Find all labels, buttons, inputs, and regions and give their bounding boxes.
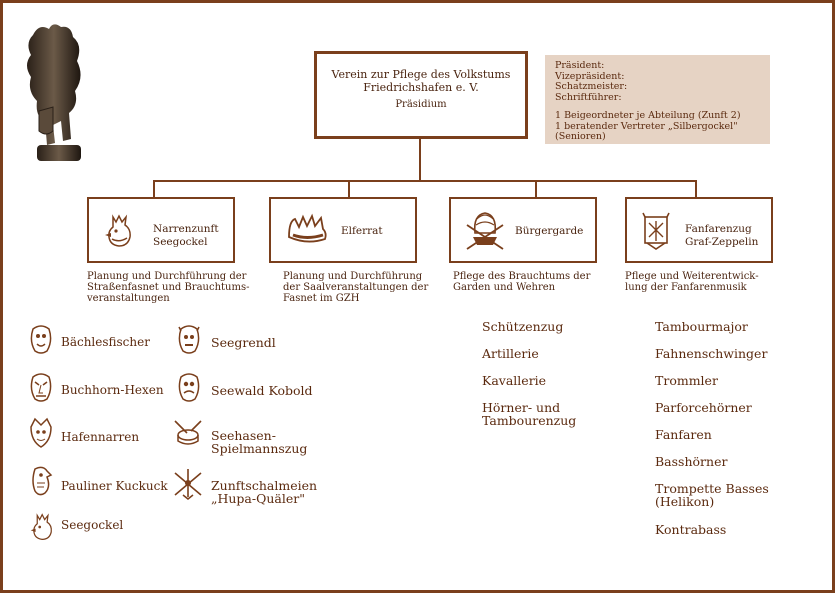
desc-line: Fasnet im GZH [283, 293, 360, 304]
dept-narrenzunft-label-2: Seegockel [153, 236, 208, 248]
desc-narrenzunft [87, 271, 250, 304]
connector-trunk [419, 139, 421, 181]
fanfaren-item [655, 523, 726, 536]
role-assessors: 1 Beigeordneter je Abteilung (Zunft 2) [555, 110, 741, 121]
garde-item [482, 401, 576, 427]
garde-item [482, 374, 546, 387]
zunft-hafennarren: Hafennarren [61, 430, 140, 444]
drum-icon [171, 417, 205, 447]
connector-drop-4 [695, 180, 697, 198]
cuckoo-mask-icon [29, 465, 53, 497]
fanfaren-item [655, 455, 727, 468]
garde-item [482, 347, 539, 360]
rooster-icon [103, 213, 137, 249]
role-secretary: Schriftführer: [555, 91, 622, 103]
mask-icon [29, 323, 53, 355]
fanfaren-item [655, 401, 752, 414]
desc-line: der Saalveranstaltungen der [283, 282, 429, 293]
connector-drop-2 [348, 180, 350, 198]
seegrendl-mask-icon [177, 323, 201, 355]
jester-mask-icon [29, 417, 53, 449]
praesidium-label: Präsidium [395, 99, 447, 110]
fanfaren-item [655, 428, 712, 441]
witch-mask-icon [29, 371, 53, 403]
kobold-mask-icon [177, 371, 201, 403]
garde-label: Schützenzug [482, 319, 564, 334]
banner-icon [639, 211, 673, 251]
dept-buergergarde [449, 197, 597, 263]
role-vice-president: Vizepräsident: [555, 70, 625, 82]
praesidium-box [314, 51, 528, 139]
zunft-seewald-kobold [211, 384, 313, 397]
connector-drop-1 [153, 180, 155, 198]
zunft-seehasen-label-1: Seehasen- [211, 428, 276, 443]
desc-line: Straßenfasnet und Brauchtums- [87, 282, 250, 293]
desc-fanfarenzug [625, 271, 759, 293]
zunft-seehasen-label-2: Spielmannszug [211, 441, 308, 456]
fanfaren-label: Trommler [655, 373, 718, 388]
dept-fanfarenzug [625, 197, 773, 263]
helmet-icon [463, 207, 507, 255]
garde-label: Hörner- und [482, 400, 561, 415]
fanfaren-label: Kontrabass [655, 522, 727, 537]
fanfaren-item [655, 374, 718, 387]
garde-label: Tambourenzug [482, 413, 577, 428]
role-treasurer: Schatzmeister: [555, 81, 628, 92]
fanfaren-label: Parforcehörner [655, 400, 752, 415]
dept-elferrat-label: Elferrat [341, 225, 383, 237]
fanfaren-item [655, 482, 769, 508]
dept-narrenzunft [87, 197, 235, 263]
garde-item [482, 320, 563, 333]
garde-label: Kavallerie [482, 373, 547, 388]
zunft-seehasen-spielmannszug [211, 429, 307, 455]
connector-horizontal [153, 180, 696, 182]
fanfaren-label: Basshörner [655, 454, 728, 469]
zunft-schalmeien-label-2: „Hupa-Quäler" [211, 491, 305, 506]
zunft-baechlesfischer: Bächlesfischer [61, 335, 150, 349]
desc-line: Pflege des Brauchtums der [453, 271, 591, 282]
jester-cap-icon [285, 213, 329, 245]
role-president: Präsident: [555, 60, 605, 71]
garde-label: Artillerie [482, 346, 539, 361]
fanfaren-item [655, 320, 748, 333]
dept-elferrat [269, 197, 417, 263]
dept-buergergarde-label: Bürgergarde [515, 225, 584, 237]
fanfaren-label: Trompette Basses [655, 481, 769, 496]
club-name-line2: Friedrichshafen e. V. [363, 81, 479, 94]
dept-fanfarenzug-label-2: Graf-Zeppelin [685, 236, 759, 248]
fanfaren-label: (Helikon) [655, 494, 715, 509]
zunft-seegrendl [211, 336, 276, 349]
desc-line: Pflege und Weiterentwick- [625, 271, 759, 282]
rooster-icon [29, 511, 57, 543]
dept-fanfarenzug-label-1: Fanfarenzug [685, 223, 752, 235]
dept-narrenzunft-label-1: Narrenzunft [153, 223, 219, 235]
fanfaren-item [655, 347, 767, 360]
zunft-seegrendl-label: Seegrendl [211, 335, 276, 350]
rooster-statue-icon [19, 21, 91, 169]
zunft-pauliner-kuckuck: Pauliner Kuckuck [61, 479, 168, 493]
shawm-icon [171, 465, 205, 501]
fanfaren-label: Fanfaren [655, 427, 712, 442]
desc-line: Planung und Durchführung der [87, 271, 247, 282]
desc-line: veranstaltungen [87, 293, 170, 304]
zunft-seegockel: Seegockel [61, 518, 124, 532]
desc-line: Garden und Wehren [453, 282, 556, 293]
connector-drop-3 [535, 180, 537, 198]
board-info-panel [545, 55, 770, 144]
fanfaren-label: Fahnenschwinger [655, 346, 768, 361]
desc-buergergarde [453, 271, 590, 293]
role-senior-rep: 1 beratender Vertreter „Silbergockel" (Senioren) [555, 120, 738, 142]
zunft-schalmeien-label-1: Zunftschalmeien [211, 478, 318, 493]
desc-line: Planung und Durchführung [283, 271, 423, 282]
club-name-line1: Verein zur Pflege des Volkstums [331, 68, 511, 81]
fanfaren-label: Tambourmajor [655, 319, 748, 334]
desc-elferrat [283, 271, 428, 304]
zunft-zunftschalmeien [211, 479, 317, 505]
zunft-seewald-kobold-label: Seewald Kobold [211, 383, 313, 398]
desc-line: lung der Fanfarenmusik [625, 282, 747, 293]
zunft-buchhorn-hexen: Buchhorn-Hexen [61, 383, 164, 397]
